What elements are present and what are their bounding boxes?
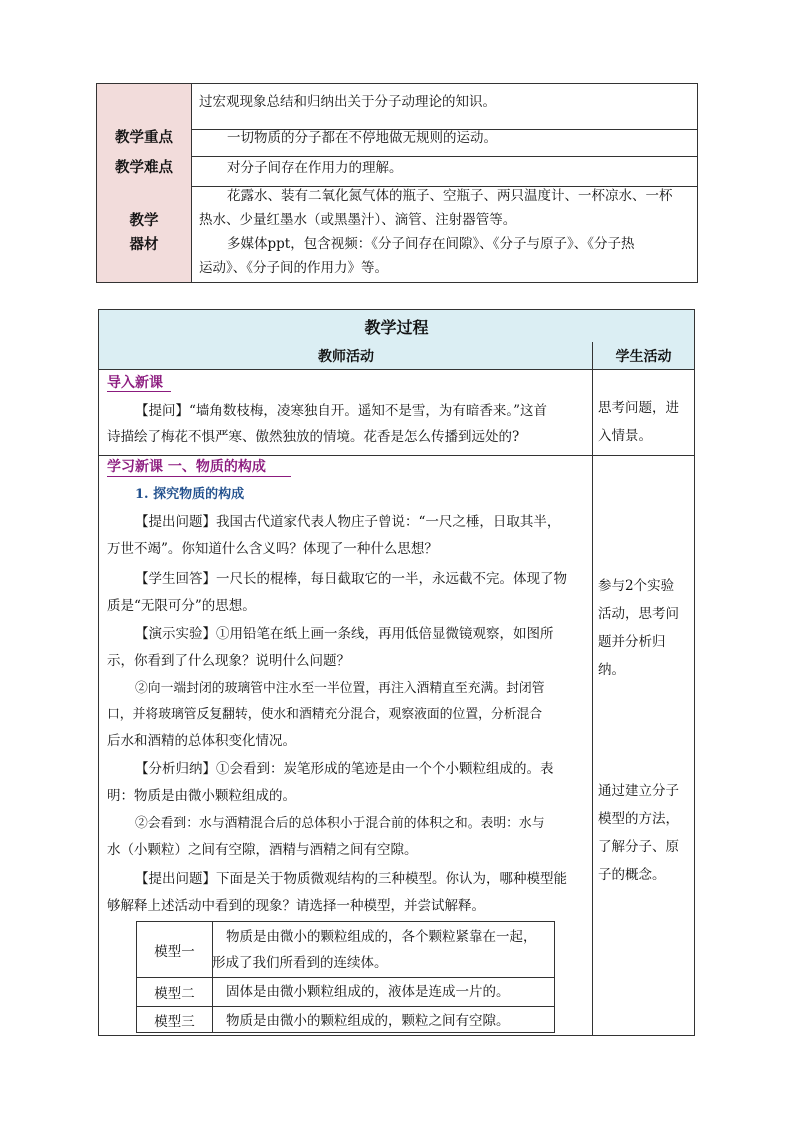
materials-label [97, 183, 192, 282]
lesson-line: 口，并将玻璃管反复翻转，使水和酒精充分混合，观察液面的位置，分析混合 [107, 707, 543, 722]
key-point-text: 一切物质的分子都在不停地做无规则的运动。 [191, 123, 697, 157]
model-label: 模型三 [137, 1007, 213, 1033]
lesson-line: ②向一端封闭的玻璃管中注水至一半位置，再注入酒精直至充满。封闭管 [135, 681, 545, 696]
lesson-line: 后水和酒精的总体积变化情况。 [107, 733, 296, 749]
difficulty-text: 对分子间存在作用力的理解。 [191, 153, 697, 187]
model-label: 模型二 [137, 978, 213, 1006]
student-line: 活动，思考问 [598, 606, 679, 622]
lesson-line: 【演示实验】①用铅笔在纸上画一条线，再用低倍显微镜观察，如图所 [135, 626, 554, 642]
materials-line: 花露水、装有二氧化氮气体的瓶子、空瓶子、两只温度计、一杯凉水、一杯 [227, 188, 673, 204]
lesson-line: 水（小颗粒）之间有空隙，酒精与酒精之间有空隙。 [107, 842, 418, 858]
materials-text [191, 183, 697, 283]
student-line: 通过建立分子 [598, 783, 679, 799]
model-text: 形成了我们所看到的连续体。 [212, 955, 388, 971]
difficulty-label: 教学难点 [97, 153, 192, 184]
lesson-line: ②会看到：水与酒精混合后的总体积小于混合前的体积之和。表明：水与 [135, 816, 545, 831]
intro-question-cont: 诗描绘了梅花不惧严寒、傲然独放的情境。花香是怎么传播到远处的? [107, 429, 520, 445]
lesson-line: 示，你看到了什么现象？说明什么问题？ [107, 653, 350, 669]
new-lesson-heading-text: 学习新课 一、物质的构成 [107, 459, 266, 475]
objective-continuation-text: 过宏观现象总结和归纳出关于分子动理论的知识。 [199, 94, 496, 110]
intro-student-activity [598, 394, 690, 450]
intro-student-line: 入情景。 [598, 428, 652, 444]
student-line: 子的概念。 [598, 867, 666, 883]
lesson-info-table [96, 83, 698, 283]
lesson-line: 【提出问题】我国古代道家代表人物庄子曾说：“一尺之棰，日取其半， [135, 514, 561, 530]
materials-label-line2: 器材 [129, 235, 159, 253]
intro-heading [107, 370, 163, 396]
lesson-line: 万世不竭”。你知道什么含义吗？体现了一种什么思想？ [107, 541, 438, 557]
lesson-line: 【学生回答】一尺长的棍棒，每日截取它的一半，永远截不完。体现了物 [135, 571, 567, 587]
subsection-heading: 1. 探究物质的构成 [135, 487, 245, 502]
student-line: 纳。 [598, 662, 625, 678]
student-line: 参与2个实验 [598, 578, 675, 594]
model-text: 物质是由微小的颗粒组成的，各个颗粒紧靠在一起， [226, 929, 537, 945]
lesson-line: 够解释上述活动中看到的现象？请选择一种模型，并尝试解释。 [107, 898, 485, 914]
new-lesson-underline [107, 476, 291, 477]
model-description [212, 924, 554, 976]
materials-line: 运动》、《分子间的作用力》等。 [199, 260, 388, 276]
student-activity-header: 学生活动 [593, 342, 694, 370]
student-line: 题并分析归 [598, 634, 666, 650]
process-title: 教学过程 [99, 310, 694, 343]
intro-question: 【提问】“墙角数枝梅，凌寒独自开。遥知不是雪，为有暗香来。”这首 [135, 403, 548, 419]
intro-student-line: 思考问题，进 [598, 400, 679, 416]
materials-line: 热水、少量红墨水（或黑墨汁）、滴管、注射器管等。 [199, 212, 517, 228]
lesson-line: 【分析归纳】①会看到：炭笔形成的笔迹是由一个个小颗粒组成的。表 [135, 761, 554, 777]
materials-line: 多媒体ppt，包含视频：《分子间存在间隙》、《分子与原子》、《分子热 [227, 236, 635, 252]
model-description: 固体是由微小颗粒组成的，液体是连成一片的。 [226, 984, 510, 1000]
intro-heading-text: 导入新课 [107, 375, 163, 391]
materials-label-line1: 教学 [129, 211, 159, 229]
model-description: 物质是由微小的颗粒组成的，颗粒之间有空隙。 [226, 1013, 510, 1029]
model-label: 模型一 [137, 922, 213, 977]
model-student-activity [598, 777, 690, 889]
experiment-student-activity [598, 572, 690, 684]
intro-heading-underline [107, 391, 171, 392]
student-line: 模型的方法， [598, 811, 679, 827]
model-table [136, 921, 555, 1033]
student-line: 了解分子、原 [598, 839, 679, 855]
lesson-line: 明：物质是由微小颗粒组成的。 [107, 788, 296, 804]
lesson-line: 【提出问题】下面是关于物质微观结构的三种模型。你认为，哪种模型能 [135, 871, 567, 887]
key-point-label: 教学重点 [97, 123, 192, 154]
teacher-activity-header: 教师活动 [99, 342, 593, 370]
lesson-line: 质是“无限可分”的思想。 [107, 598, 256, 614]
blank-label-cell [97, 84, 192, 124]
